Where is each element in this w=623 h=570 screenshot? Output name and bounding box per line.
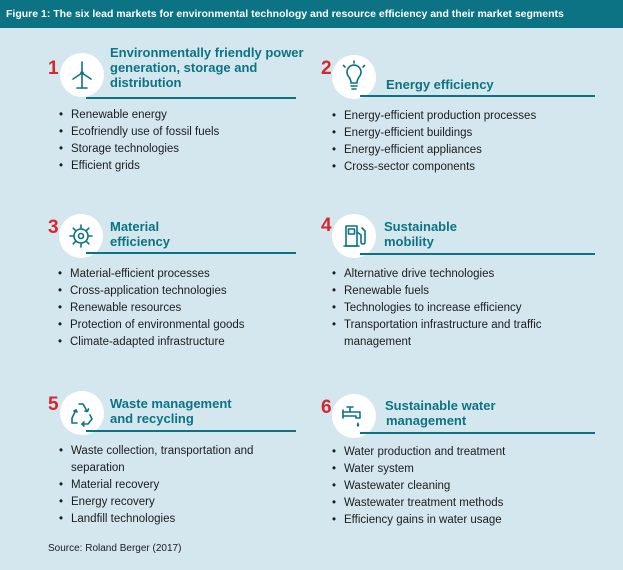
list-item: • Energy recovery [58,494,273,511]
segment-list [331,266,611,351]
title-divider [86,430,296,432]
title-divider [360,95,595,97]
list-item: • Energy-efficient production processes [331,108,611,125]
title-divider [360,253,595,255]
segment-list [331,108,611,176]
market-title: Energy efficiency [386,77,494,92]
market-number: 1 [48,58,59,79]
list-item: • Material-efficient processes [57,266,307,283]
list-item: • Energy-efficient appliances [331,142,611,159]
list-item: • Ecofriendly use of fossil fuels [58,124,308,141]
market-title: Environmentally friendly power generation, storage and distribution [110,45,304,90]
list-item: • Water production and treatment [331,444,611,461]
market-number: 5 [48,394,59,415]
list-item: • Efficient grids [58,158,308,175]
list-item: • Cross-application technologies [57,283,307,300]
market-title: Sustainable water management [385,398,496,428]
list-item: • Technologies to increase efficiency [331,300,611,317]
list-item: • Wastewater cleaning [331,478,611,495]
segment-list [58,443,273,528]
list-item: • Water system [331,461,611,478]
list-item: • Climate-adapted infrastructure [57,334,307,351]
recycle-icon [60,391,104,435]
market-title: Sustainable mobility [384,219,457,249]
list-item: • Landfill technologies [58,511,273,528]
title-divider [86,252,296,254]
fuel-pump-icon [332,214,376,258]
market-title: Material efficiency [110,219,170,249]
list-item: • Wastewater treatment methods [331,495,611,512]
market-number: 3 [48,217,59,238]
segment-list [58,107,308,175]
list-item: • Protection of environmental goods [57,317,307,334]
title-divider [86,97,296,99]
list-item: • Renewable resources [57,300,307,317]
wind-turbine-icon [60,53,104,97]
light-bulb-icon [332,55,376,99]
list-item: • Waste collection, transportation and separation [58,443,273,477]
segment-list [57,266,307,351]
list-item: • Cross-sector components [331,159,611,176]
market-number: 4 [321,215,332,236]
segment-list [331,444,611,529]
list-item: • Renewable fuels [331,283,611,300]
title-divider [360,432,595,434]
market-number: 6 [321,397,332,418]
list-item: • Storage technologies [58,141,308,158]
list-item: • Alternative drive technologies [331,266,611,283]
market-title: Waste management and recycling [110,396,232,426]
figure-title: Figure 1: The six lead markets for environmental technology and resource efficiency and their market segments [0,0,623,28]
market-number: 2 [321,58,332,79]
list-item: • Transportation infrastructure and traffic management [331,317,569,351]
list-item: • Energy-efficient buildings [331,125,611,142]
list-item: • Renewable energy [58,107,308,124]
list-item: • Material recovery [58,477,273,494]
source-note: Source: Roland Berger (2017) [48,543,182,554]
list-item: • Efficiency gains in water usage [331,512,611,529]
